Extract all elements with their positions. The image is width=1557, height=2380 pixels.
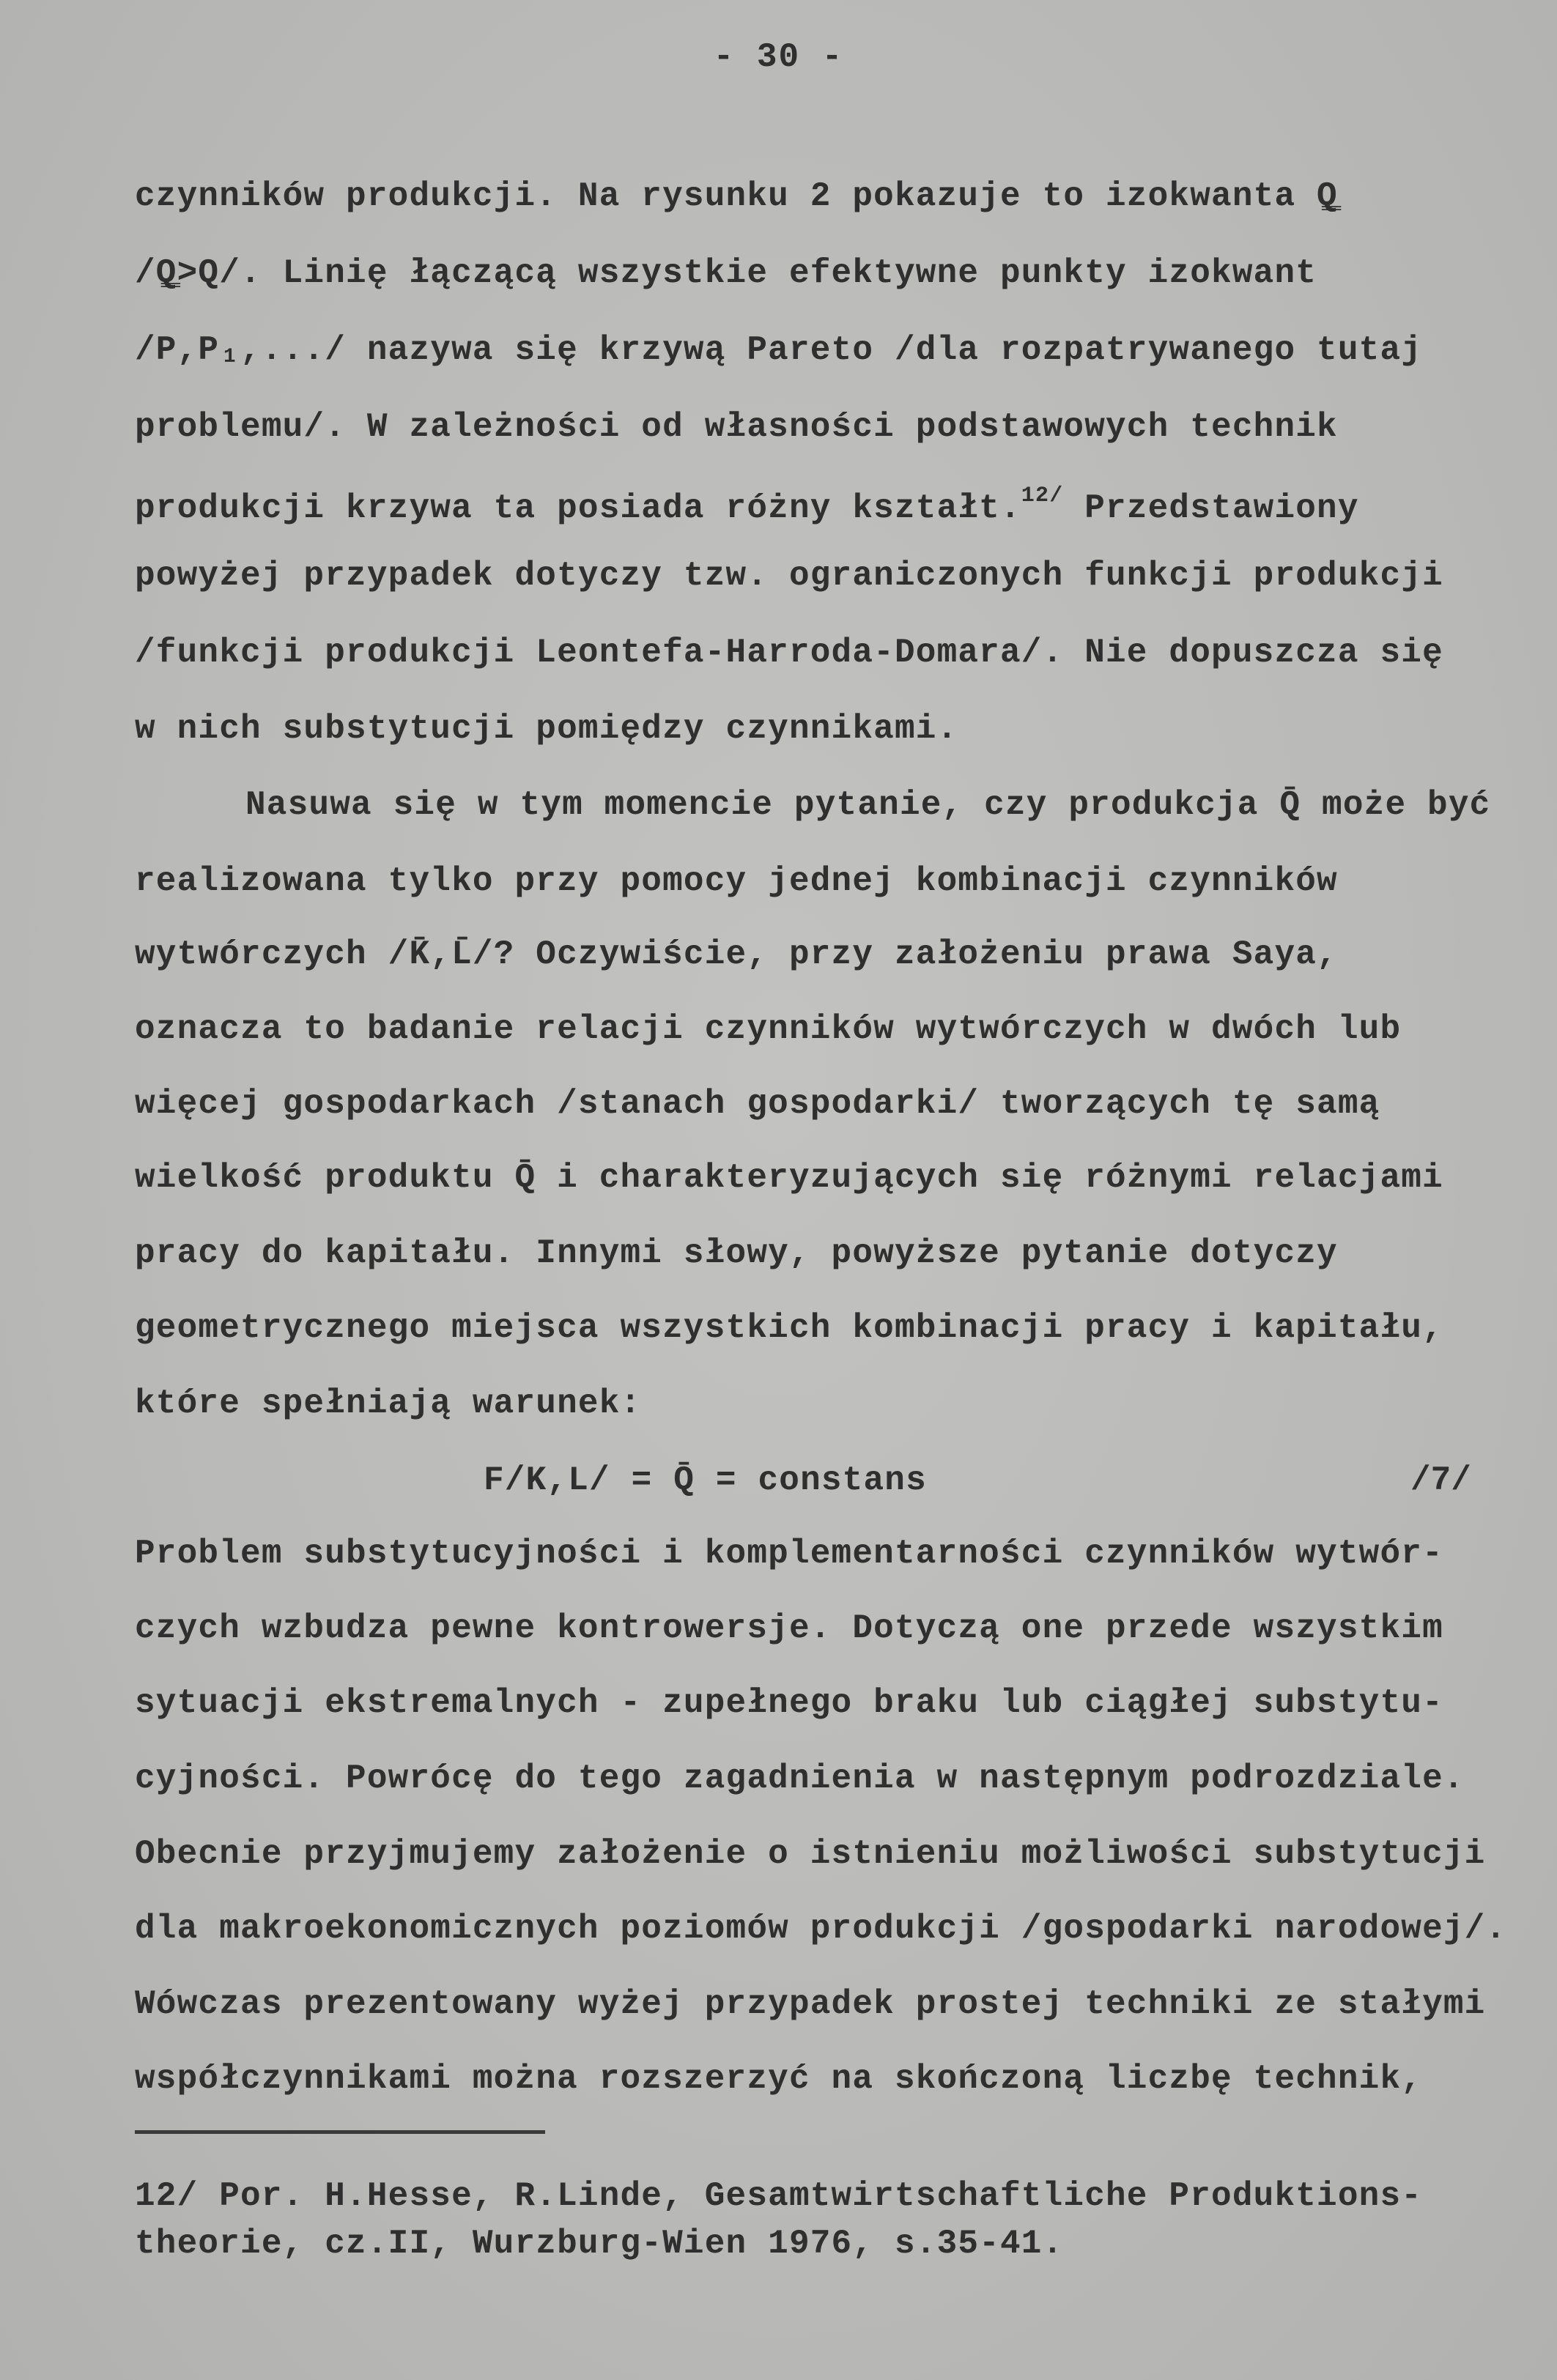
text-line: więcej gospodarkach /stanach gospodarki/ tworzących tę samą xyxy=(135,1085,1380,1123)
text-fragment: produkcji krzywa ta posiada różny kształt. xyxy=(135,489,1021,527)
text-line: /Q̿>Q/. Linię łączącą wszystkie efektywne punkty izokwant xyxy=(135,254,1317,292)
text-line: Wówczas prezentowany wyżej przypadek prostej techniki ze stałymi xyxy=(135,1985,1486,2023)
text-line: Obecnie przyjmujemy założenie o istnieniu możliwości substytucji xyxy=(135,1835,1486,1873)
text-line: powyżej przypadek dotyczy tzw. ograniczonych funkcji produkcji xyxy=(135,557,1443,595)
formula-number: /7/ xyxy=(1410,1461,1471,1499)
text-line: cyjności. Powrócę do tego zagadnienia w następnym podrozdziale. xyxy=(135,1760,1465,1798)
text-line: oznacza to badanie relacji czynników wytwórczych w dwóch lub xyxy=(135,1010,1402,1048)
text-line: sytuacji ekstremalnych - zupełnego braku lub ciągłej substytu- xyxy=(135,1684,1443,1722)
page-number: - 30 - xyxy=(713,38,844,76)
text-line: które spełniają warunek: xyxy=(135,1384,642,1423)
text-line: Problem substytucyjności i komplementarności czynników wytwór- xyxy=(135,1535,1443,1573)
formula: F/K,L/ = Q̄ = constans xyxy=(484,1461,927,1499)
text-line: dla makroekonomicznych poziomów produkcji /gospodarki narodowej/. xyxy=(135,1910,1507,1948)
text-line: współczynnikami można rozszerzyć na skończoną liczbę technik, xyxy=(135,2060,1423,2098)
text-line: /funkcji produkcji Leontefa-Harroda-Domara/. Nie dopuszcza się xyxy=(135,634,1443,672)
text-line: wytwórczych /K̄,L̄/? Oczywiście, przy założeniu prawa Saya, xyxy=(135,935,1338,974)
text-fragment: Przedstawiony xyxy=(1063,489,1359,527)
text-line: geometrycznego miejsca wszystkich kombinacji pracy i kapitału, xyxy=(135,1309,1443,1347)
text-line: realizowana tylko przy pomocy jednej kombinacji czynników xyxy=(135,862,1338,900)
footnote-divider xyxy=(135,2130,545,2134)
text-line: problemu/. W zależności od własności podstawowych technik xyxy=(135,408,1338,446)
text-line: wielkość produktu Q̄ i charakteryzujących się różnymi relacjami xyxy=(135,1159,1443,1197)
text-line: czynników produkcji. Na rysunku 2 pokazuje to izokwanta Q̿ xyxy=(135,177,1338,215)
text-line: /P,P₁,.../ nazywa się krzywą Pareto /dla rozpatrywanego tutaj xyxy=(135,331,1423,369)
text-line: Nasuwa się w tym momencie pytanie, czy produkcja Q̄ może być xyxy=(245,786,1491,824)
text-line-with-footnote-ref xyxy=(135,485,1359,525)
text-line: czych wzbudza pewne kontrowersje. Dotyczą one przede wszystkim xyxy=(135,1609,1443,1647)
text-line: w nich substytucji pomiędzy czynnikami. xyxy=(135,710,958,748)
footnote-reference: 12/ xyxy=(1021,483,1064,508)
text-line: pracy do kapitału. Innymi słowy, powyższe pytanie dotyczy xyxy=(135,1234,1338,1272)
footnote-line: theorie, cz.II, Wurzburg-Wien 1976, s.35-41. xyxy=(135,2225,1064,2263)
footnote-line: 12/ Por. H.Hesse, R.Linde, Gesamtwirtschaftliche Produktions- xyxy=(135,2177,1423,2215)
